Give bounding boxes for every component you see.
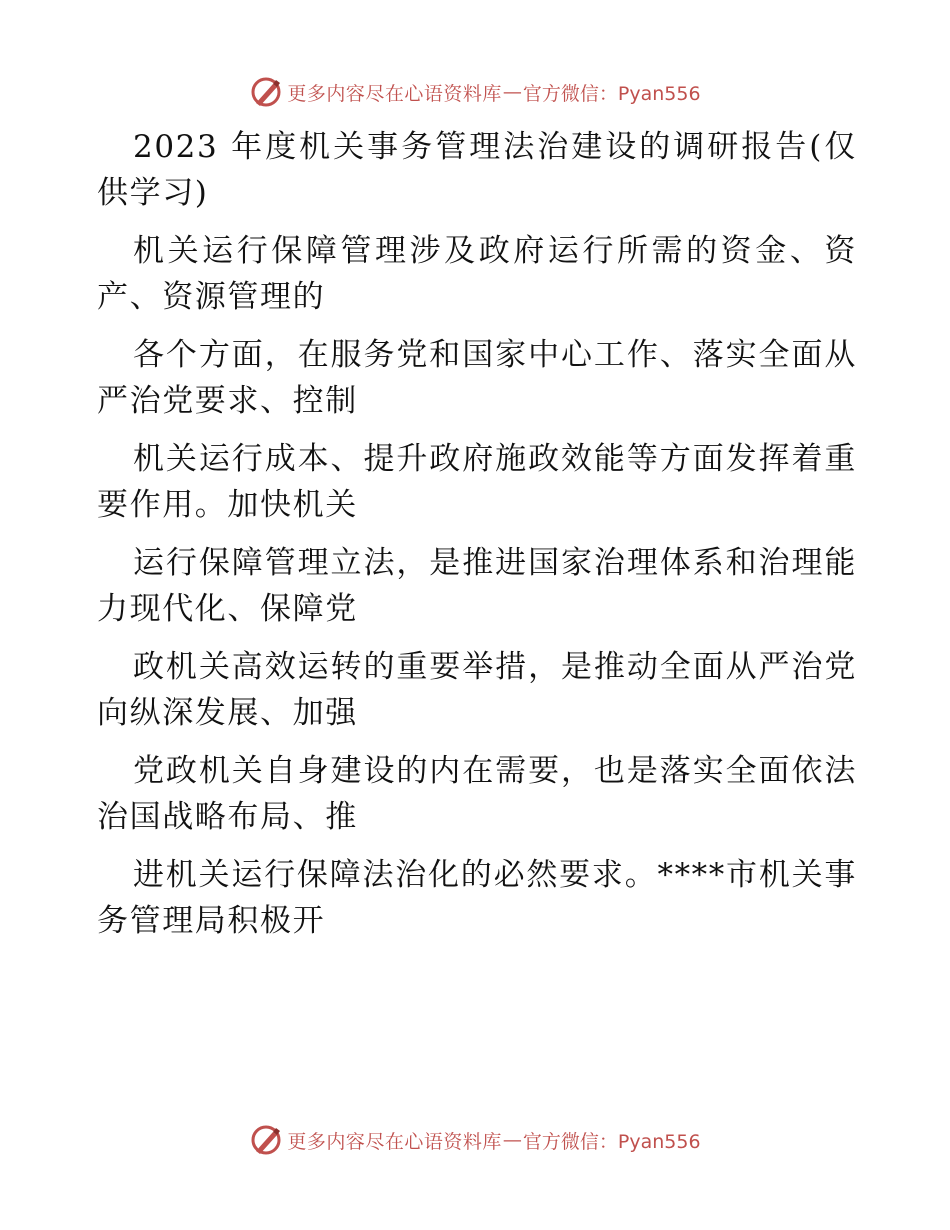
paragraph-6: 党政机关自身建设的内在需要，也是落实全面依法治国战略布局、推 bbox=[97, 753, 857, 835]
document-body bbox=[97, 124, 857, 944]
paragraph-7: 进机关运行保障法治化的必然要求。****市机关事务管理局积极开 bbox=[97, 857, 857, 939]
header-wechat-text: 官方微信：Pyan556 bbox=[522, 82, 701, 105]
footer-site-text: 更多内容尽在心语资料库 bbox=[287, 1130, 502, 1153]
header-dash: — bbox=[502, 81, 522, 103]
footer-watermark bbox=[0, 1120, 950, 1160]
footer-dash: — bbox=[502, 1129, 522, 1151]
paragraph-1: 机关运行保障管理涉及政府运行所需的资金、资产、资源管理的 bbox=[97, 233, 857, 315]
paragraph-4: 运行保障管理立法，是推进国家治理体系和治理能力现代化、保障党 bbox=[97, 545, 857, 627]
paragraph-5: 政机关高效运转的重要举措，是推动全面从严治党向纵深发展、加强 bbox=[97, 649, 857, 731]
header-watermark bbox=[0, 72, 950, 112]
paragraph-2: 各个方面，在服务党和国家中心工作、落实全面从严治党要求、控制 bbox=[97, 337, 857, 419]
footer-wechat-text: 官方微信：Pyan556 bbox=[522, 1130, 701, 1153]
header-site-text: 更多内容尽在心语资料库 bbox=[287, 82, 502, 105]
paragraph-3: 机关运行成本、提升政府施政效能等方面发挥着重要作用。加快机关 bbox=[97, 441, 857, 523]
document-title: 2023 年度机关事务管理法治建设的调研报告(仅供学习) bbox=[97, 129, 857, 211]
pen-logo-icon bbox=[249, 75, 283, 109]
pen-logo-icon bbox=[249, 1123, 283, 1157]
